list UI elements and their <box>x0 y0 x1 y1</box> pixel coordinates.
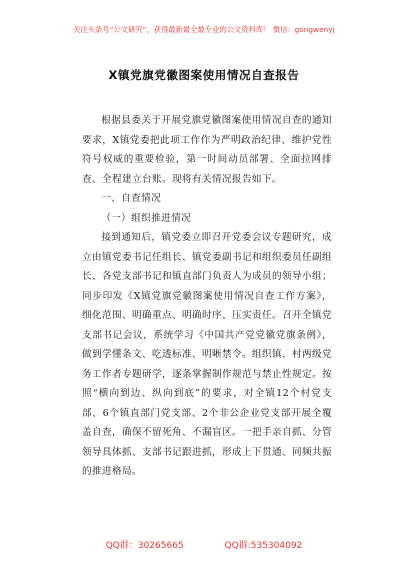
qq-group-1: QQ群：30265665 <box>105 541 184 551</box>
body-paragraph: 接到通知后，镇党委立即召开党委会议专题研究，成立由镇党委书记任组长、镇党委副书记和组织委员任副组长、各党支部书记和镇直部门负责人为成员的领导小组；同步印发《X镇党旗党徽图案使用情况自查工作方案》，细化范围、明确重点、明确时序、压实责任。召开全镇党支部书记会议，系统学习《中国共产党党徽党旗条例》，做到学懂条文、吃透标准、明晰禁令。组织镇、村两级党务工作者专题研学，逐条掌握制作规范与禁止性规定。按照“横向到边、纵向到底”的要求，对全镇12个村党支部、6个镇直部门党支部、2个非公企业党支部开展全覆盖自查，确保不留死角、不漏盲区。一把手亲自抓、分管领导具体抓、支部书记跟进抓，形成上下贯通、同频共振的推进格局。 <box>82 232 332 477</box>
subsection-heading: （一）组织推进情况 <box>101 212 192 224</box>
document-body <box>82 111 332 482</box>
intro-paragraph: 根据县委关于开展党旗党徽图案使用情况自查的通知要求，X镇党委把此项工作作为严明政治纪律、维护党性符号权威的重要检验，第一时间动员部署、全面拉网排查、全程建立台账。现将有关情况报告如下。 <box>82 115 332 185</box>
footer-contact <box>0 538 408 551</box>
document-title: X镇党旗党徽图案使用情况自查报告 <box>108 68 300 82</box>
header-banner: 关注头条号“公文研究”，获得最新最全最专业的公文资料库！ 微信：gongwenyj <box>73 25 335 34</box>
qq-group-2: QQ群:535304092 <box>224 541 303 551</box>
section-heading: 一、自查情况 <box>101 193 162 204</box>
